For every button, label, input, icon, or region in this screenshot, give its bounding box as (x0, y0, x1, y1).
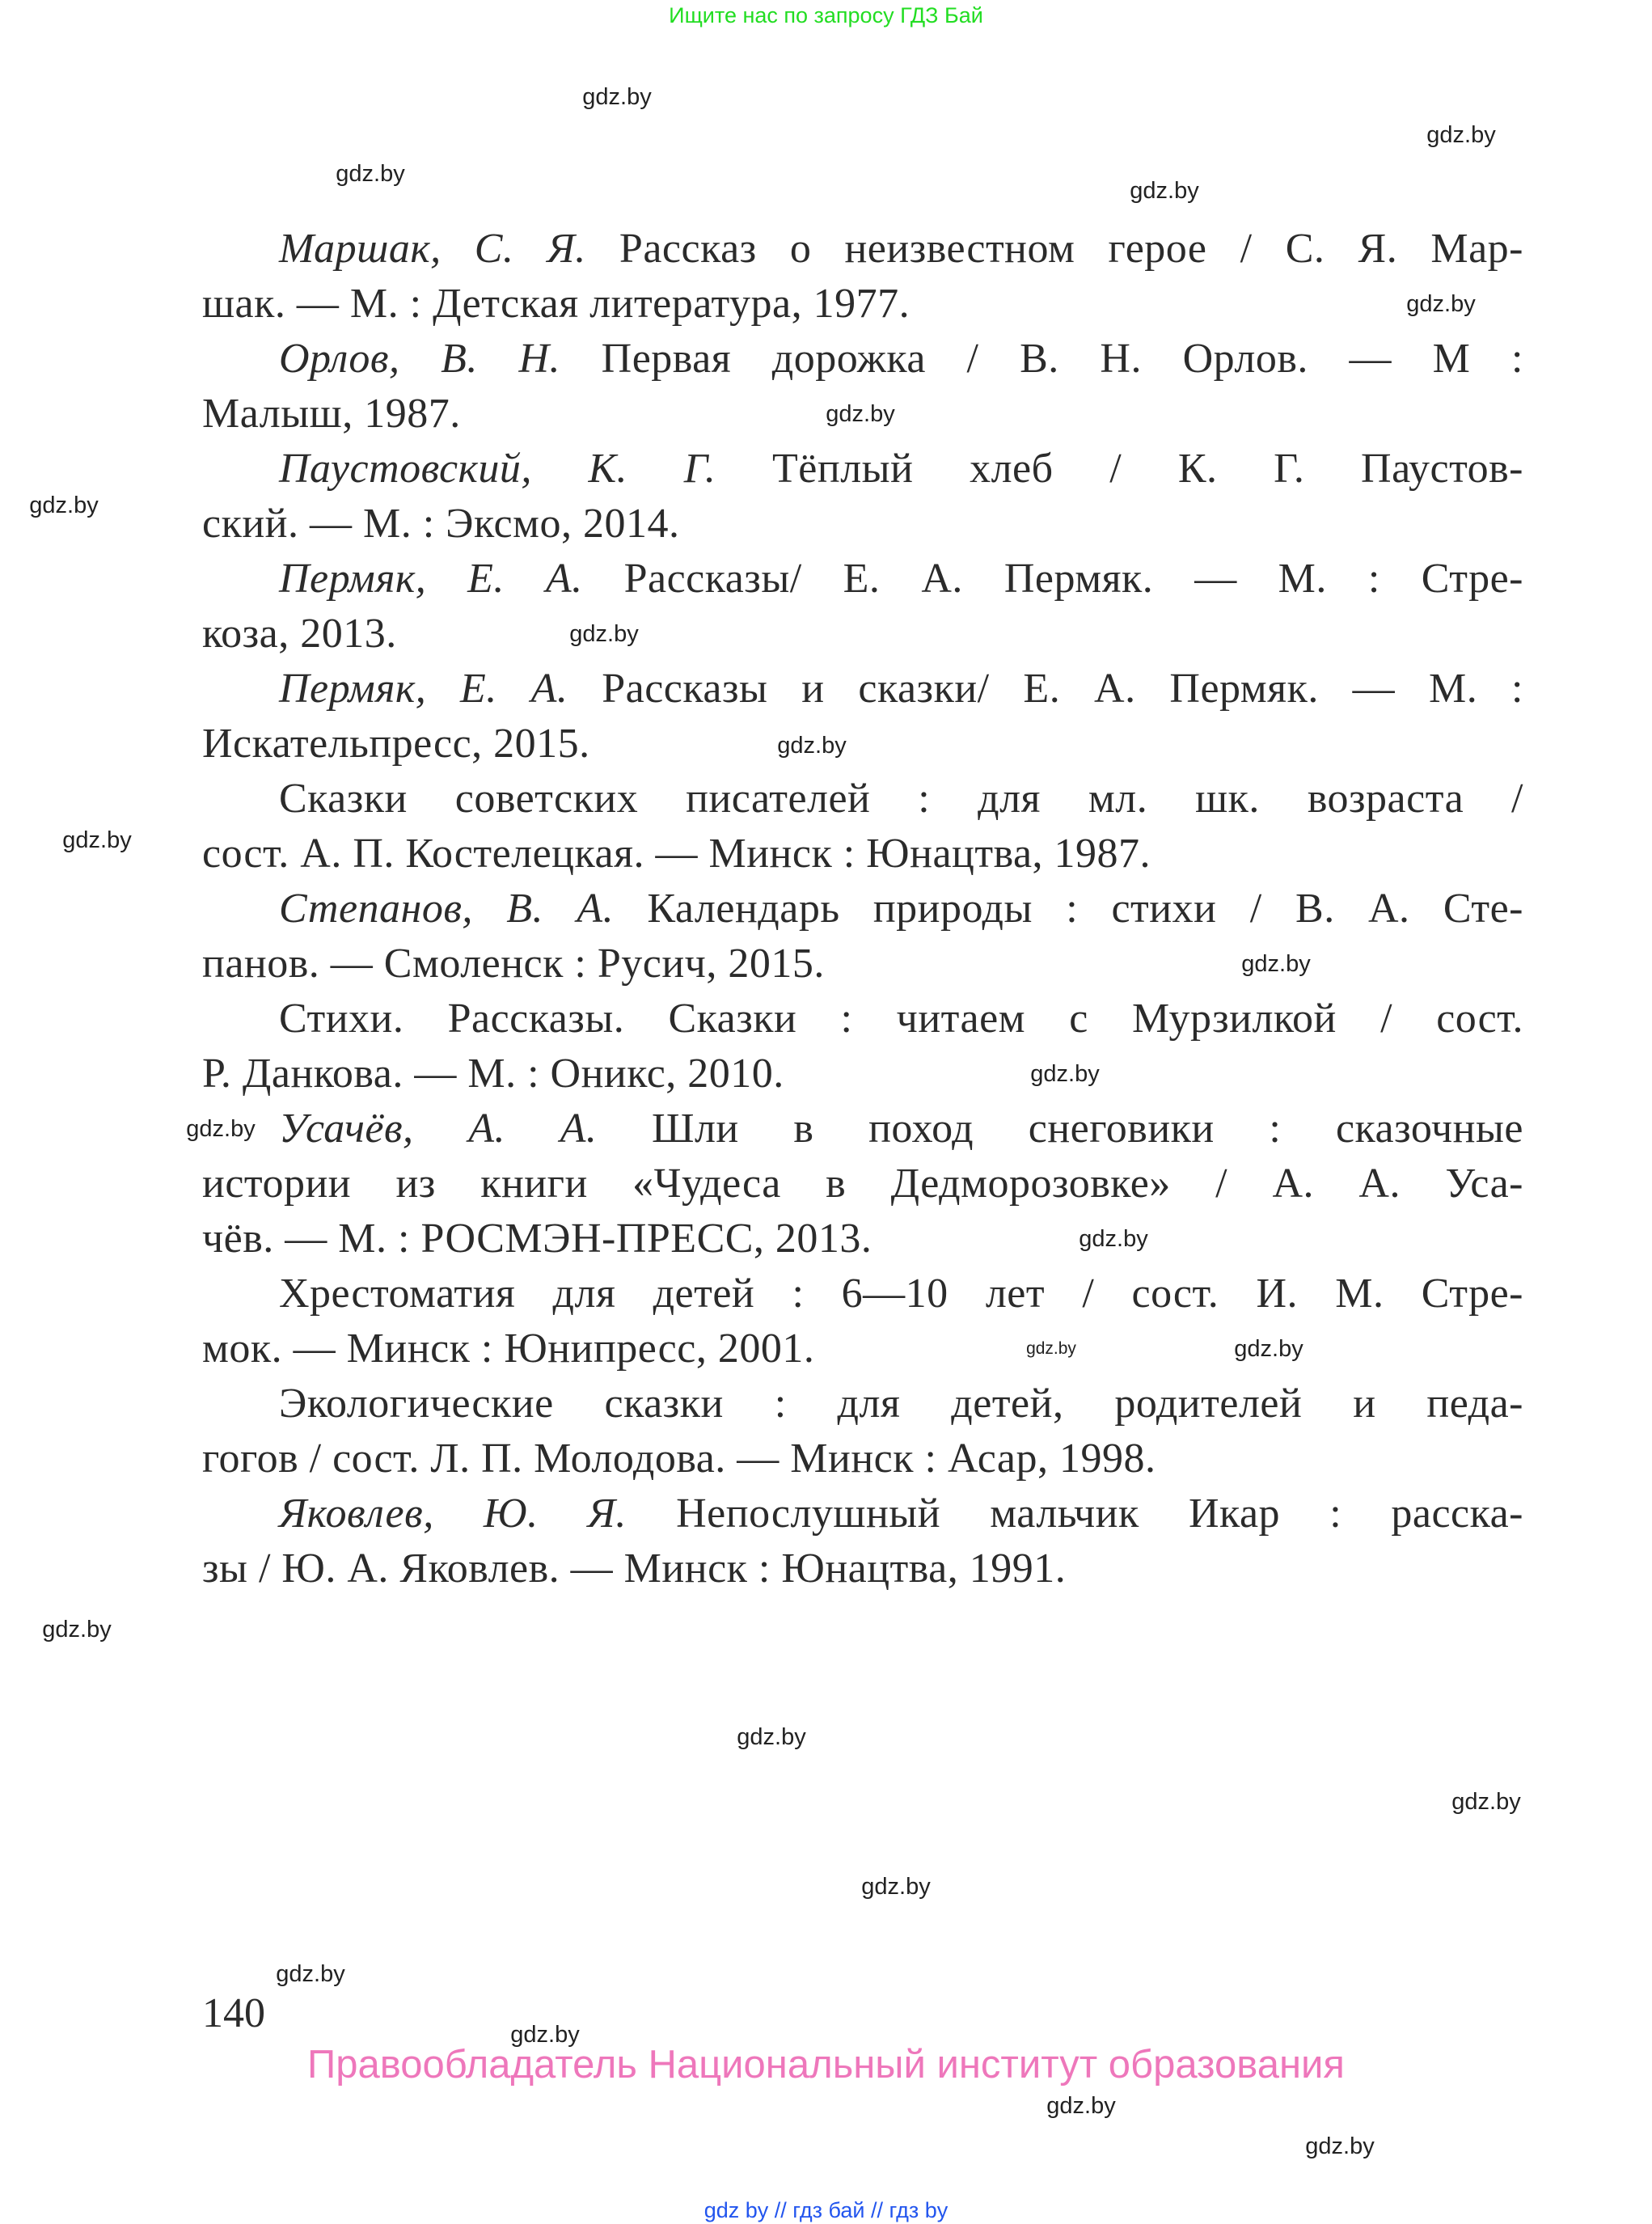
bibliography-line (202, 1266, 1523, 1321)
watermark: gdz.by (737, 1724, 806, 1750)
author-name: Орлов, В. Н. (279, 336, 561, 382)
bibliography-text: Тёплый хлеб / К. Г. Паустов- (716, 446, 1523, 492)
bibliography-text: Хрестоматия для детей : 6—10 лет / сост. И. М. Стре- (279, 1271, 1523, 1317)
watermark: gdz.by (582, 84, 652, 110)
bibliography-line (202, 937, 1523, 991)
bibliography-text: чёв. — М. : РОСМЭН-ПРЕСС, 2013. (202, 1216, 872, 1262)
bibliography-text: коза, 2013. (202, 611, 397, 657)
bibliography-text: истории из книги «Чудеса в Дедморозовке» / А. А. Уса- (202, 1161, 1523, 1207)
bibliography-line (202, 1046, 1523, 1101)
watermark: gdz.by (42, 1617, 112, 1643)
watermark: gdz.by (1451, 1789, 1521, 1815)
bibliography-text: панов. — Смоленск : Русич, 2015. (202, 941, 825, 987)
watermark: gdz.by (1130, 178, 1199, 204)
watermark: gdz.by (826, 401, 895, 427)
bibliography-line (202, 497, 1523, 552)
search-hint-banner: Ищите нас по запросу ГДЗ Бай (669, 3, 983, 27)
footer-links[interactable]: gdz by // гдз бай // гдз by (703, 2198, 949, 2222)
bibliography-line (202, 1156, 1523, 1211)
bibliography-text: Рассказы/ Е. А. Пермяк. — М. : Стре- (582, 556, 1523, 602)
bibliography-line (202, 1541, 1523, 1596)
bibliography-line (202, 552, 1523, 607)
watermark: gdz.by (1241, 951, 1311, 977)
bibliography-text: зы / Ю. А. Яковлев. — Минск : Юнацтва, 1991. (202, 1545, 1067, 1592)
author-name: Яковлев, Ю. Я. (279, 1490, 627, 1537)
bibliography-text: Стихи. Рассказы. Сказки : читаем с Мурзилкой / сост. (279, 996, 1523, 1042)
bibliography-line (202, 332, 1523, 387)
watermark: gdz.by (1079, 1226, 1148, 1252)
watermark: gdz.by (62, 827, 132, 853)
author-name: Пермяк, Е. А. (279, 666, 568, 712)
page-number: 140 (202, 1990, 265, 2036)
bibliography-text: Р. Данкова. — М. : Оникс, 2010. (202, 1051, 784, 1097)
bibliography-line (202, 222, 1523, 277)
watermark: gdz.by (861, 1874, 931, 1900)
bibliography-text: ский. — М. : Эксмо, 2014. (202, 501, 680, 547)
bibliography-text: Малыш, 1987. (202, 391, 461, 437)
bibliography-line (202, 607, 1523, 662)
bibliography-line (202, 442, 1523, 497)
bibliography-line (202, 1321, 1523, 1376)
watermark: gdz.by (1030, 1061, 1100, 1087)
bibliography-line (202, 1101, 1523, 1156)
bibliography-text: Первая дорожка / В. Н. Орлов. — М : (560, 336, 1523, 382)
bibliography-text: Шли в поход снеговики : сказочные (597, 1106, 1523, 1152)
bibliography-text: шак. — М. : Детская литература, 1977. (202, 281, 911, 327)
author-name: Усачёв, А. А. (279, 1106, 598, 1152)
bibliography-line (202, 827, 1523, 882)
bibliography-line (202, 717, 1523, 772)
author-name: Пермяк, Е. А. (279, 556, 583, 602)
watermark: gdz.by (276, 1961, 345, 1987)
watermark: gdz.by (1234, 1336, 1303, 1362)
bibliography-line (202, 882, 1523, 937)
bibliography-line (202, 1431, 1523, 1486)
watermark: gdz.by (29, 493, 99, 518)
bibliography-line (202, 991, 1523, 1046)
bibliography-text: Календарь природы : стихи / В. А. Сте- (614, 886, 1523, 932)
bibliography-text: Рассказы и сказки/ Е. А. Пермяк. — М. : (568, 666, 1523, 712)
bibliography-line (202, 772, 1523, 827)
bibliography-text: Рассказ о неизвестном герое / С. Я. Мар- (585, 226, 1523, 272)
bibliography-line (202, 277, 1523, 332)
watermark: gdz.by (186, 1116, 256, 1142)
bibliography-line (202, 1211, 1523, 1266)
author-name: Степанов, В. А. (279, 886, 615, 932)
bibliography-line (202, 1376, 1523, 1431)
watermark: gdz.by (1426, 122, 1496, 148)
bibliography-text: Искательпресс, 2015. (202, 721, 590, 767)
rights-holder-notice: Правообладатель Национальный институт образования (307, 2043, 1345, 2087)
author-name: Паустовский, К. Г. (279, 446, 716, 492)
bibliography-text: Экологические сказки : для детей, родителей и педа- (279, 1380, 1523, 1427)
bibliography-list (202, 222, 1523, 1596)
bibliography-text: Сказки советских писателей : для мл. шк. возраста / (279, 776, 1523, 822)
bibliography-text: гогов / сост. Л. П. Молодова. — Минск : Асар, 1998. (202, 1435, 1156, 1482)
bibliography-line (202, 1486, 1523, 1541)
watermark: gdz.by (1026, 1339, 1076, 1358)
bibliography-text: Непослушный мальчик Икар : расска- (626, 1490, 1523, 1537)
author-name: Маршак, С. Я. (279, 226, 586, 272)
bibliography-text: сост. А. П. Костелецкая. — Минск : Юнацтва, 1987. (202, 831, 1151, 877)
bibliography-line (202, 662, 1523, 717)
watermark: gdz.by (336, 161, 405, 187)
watermark: gdz.by (777, 733, 847, 759)
watermark: gdz.by (1305, 2133, 1375, 2159)
watermark: gdz.by (1406, 291, 1476, 317)
bibliography-text: мок. — Минск : Юнипресс, 2001. (202, 1326, 815, 1372)
watermark: gdz.by (510, 2022, 580, 2048)
watermark: gdz.by (1046, 2093, 1116, 2119)
watermark: gdz.by (569, 621, 639, 647)
